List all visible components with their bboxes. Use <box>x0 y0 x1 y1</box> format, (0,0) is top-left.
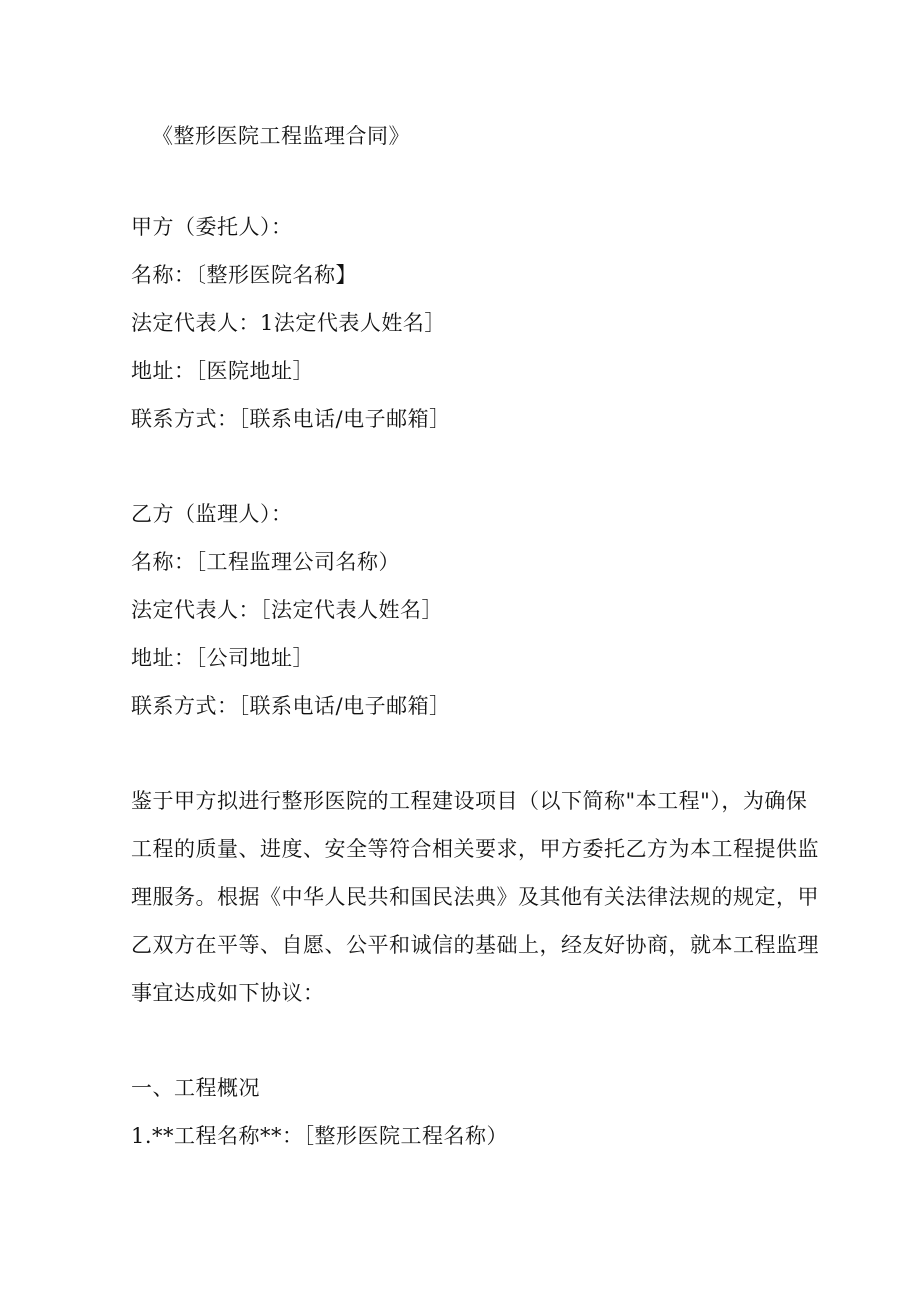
section-1-item-1: 1.**工程名称**：［整形医院工程名称） <box>131 1124 509 1148</box>
party-b-heading: 乙方（监理人）： <box>131 502 293 526</box>
party-a-legal-rep: 法定代表人：1法定代表人姓名］ <box>131 311 446 335</box>
party-b-legal-rep: 法定代表人：［法定代表人姓名］ <box>131 598 443 622</box>
preamble-line: 鉴于甲方拟进行整形医院的工程建设项目（以下简称"本工程"），为确保 <box>131 789 808 813</box>
preamble-line: 乙双方在平等、自愿、公平和诚信的基础上，经友好协商，就本工程监理 <box>131 933 819 957</box>
party-b-name: 名称：［工程监理公司名称） <box>131 550 400 574</box>
party-a-heading: 甲方（委托人）： <box>131 215 293 239</box>
party-a-contact: 联系方式：［联系电话/电子邮箱］ <box>131 407 451 431</box>
document-title: 《整形医院工程监理合同》 <box>152 124 410 148</box>
party-a-address: 地址：［医院地址］ <box>131 359 314 383</box>
preamble-line: 事宜达成如下协议： <box>131 981 325 1005</box>
section-1-heading: 一、工程概况 <box>131 1076 260 1100</box>
party-b-contact: 联系方式：［联系电话/电子邮箱］ <box>131 694 451 718</box>
party-a-name: 名称：〔整形医院名称】 <box>131 263 357 287</box>
preamble-line: 理服务。根据《中华人民共和国民法典》及其他有关法律法规的规定，甲 <box>131 885 819 909</box>
party-b-address: 地址：［公司地址］ <box>131 646 314 670</box>
preamble-line: 工程的质量、进度、安全等符合相关要求，甲方委托乙方为本工程提供监 <box>131 837 819 861</box>
